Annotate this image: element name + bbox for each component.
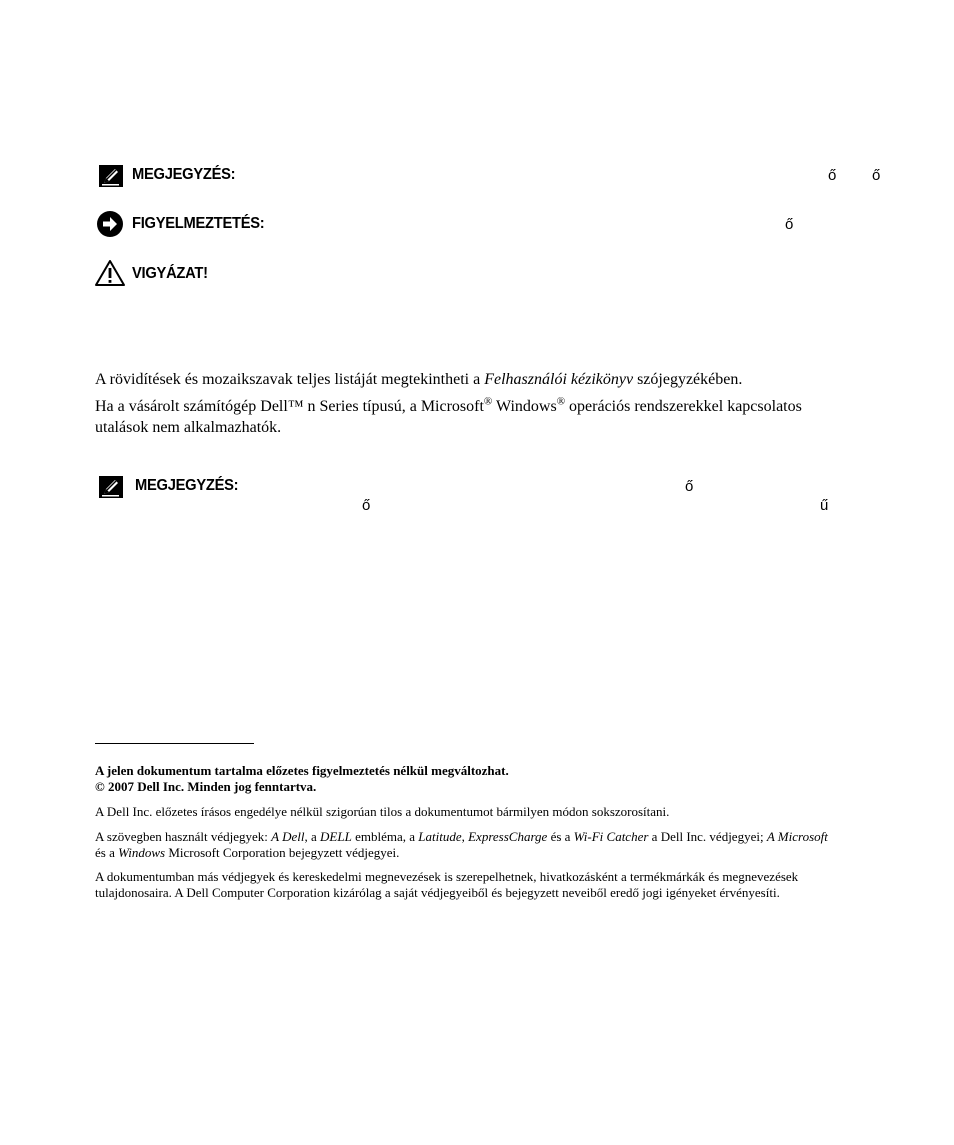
copyright: © 2007 Dell Inc. Minden jog fenntartva.	[95, 779, 317, 794]
abbreviations-paragraph: A rövidítések és mozaikszavak teljes listáját megtekintheti a Felhasználói kézikönyv szójegyzékében.	[95, 371, 743, 388]
other-trademarks-paragraph: A dokumentumban más védjegyek és kereskedelmi megnevezések is szerepelhetnek, hivatkozásként a termékmárkák és megnevezések tulajdonosaira. A Dell Computer Corporation kizárólag a saját védjegyeiből és bejegyzett neveiből eredő jogi igényeket érvényesíti.	[95, 869, 799, 900]
caution-label: VIGYÁZAT!	[132, 265, 208, 282]
stray-char: ő	[828, 167, 837, 184]
stray-char: ő	[872, 167, 881, 184]
warning-triangle-icon	[94, 259, 126, 287]
reproduction-notice: A Dell Inc. előzetes írásos engedélye nélkül szigorúan tilos a dokumentumot bármilyen módon sokszorosítani.	[95, 804, 670, 819]
footer-rule	[95, 743, 254, 744]
trademark-paragraph: A szövegben használt védjegyek: A Dell, a DELL embléma, a Latitude, ExpressCharge és a Wi-Fi Catcher a Dell Inc. védjegyei; A Microsoft és a Windows Microsoft Corporation bejegyzett védjegyei.	[95, 829, 828, 860]
stray-char: ő	[785, 216, 794, 233]
note-label: MEGJEGYZÉS:	[135, 477, 239, 494]
notice-label: FIGYELMEZTETÉS:	[132, 215, 265, 232]
stray-char: ű	[820, 497, 829, 514]
note-label: MEGJEGYZÉS:	[132, 166, 236, 183]
footer-disclaimer: A jelen dokumentum tartalma előzetes figyelmeztetés nélkül megváltozhat. © 2007 Dell Inc. Minden jog fenntartva.	[95, 763, 895, 795]
notice-arrow-icon	[97, 211, 123, 237]
stray-char: ő	[685, 478, 694, 495]
note-icon	[99, 476, 123, 498]
user-guide-title: Felhasználói kézikönyv	[484, 371, 634, 388]
stray-char: ő	[362, 497, 371, 514]
note-icon	[99, 165, 123, 187]
dell-n-series-paragraph: Ha a vásárolt számítógép Dell™ n Series típusú, a Microsoft® Windows® operációs rendszerekkel kapcsolatos utalások nem alkalmazhatók.	[95, 395, 802, 436]
